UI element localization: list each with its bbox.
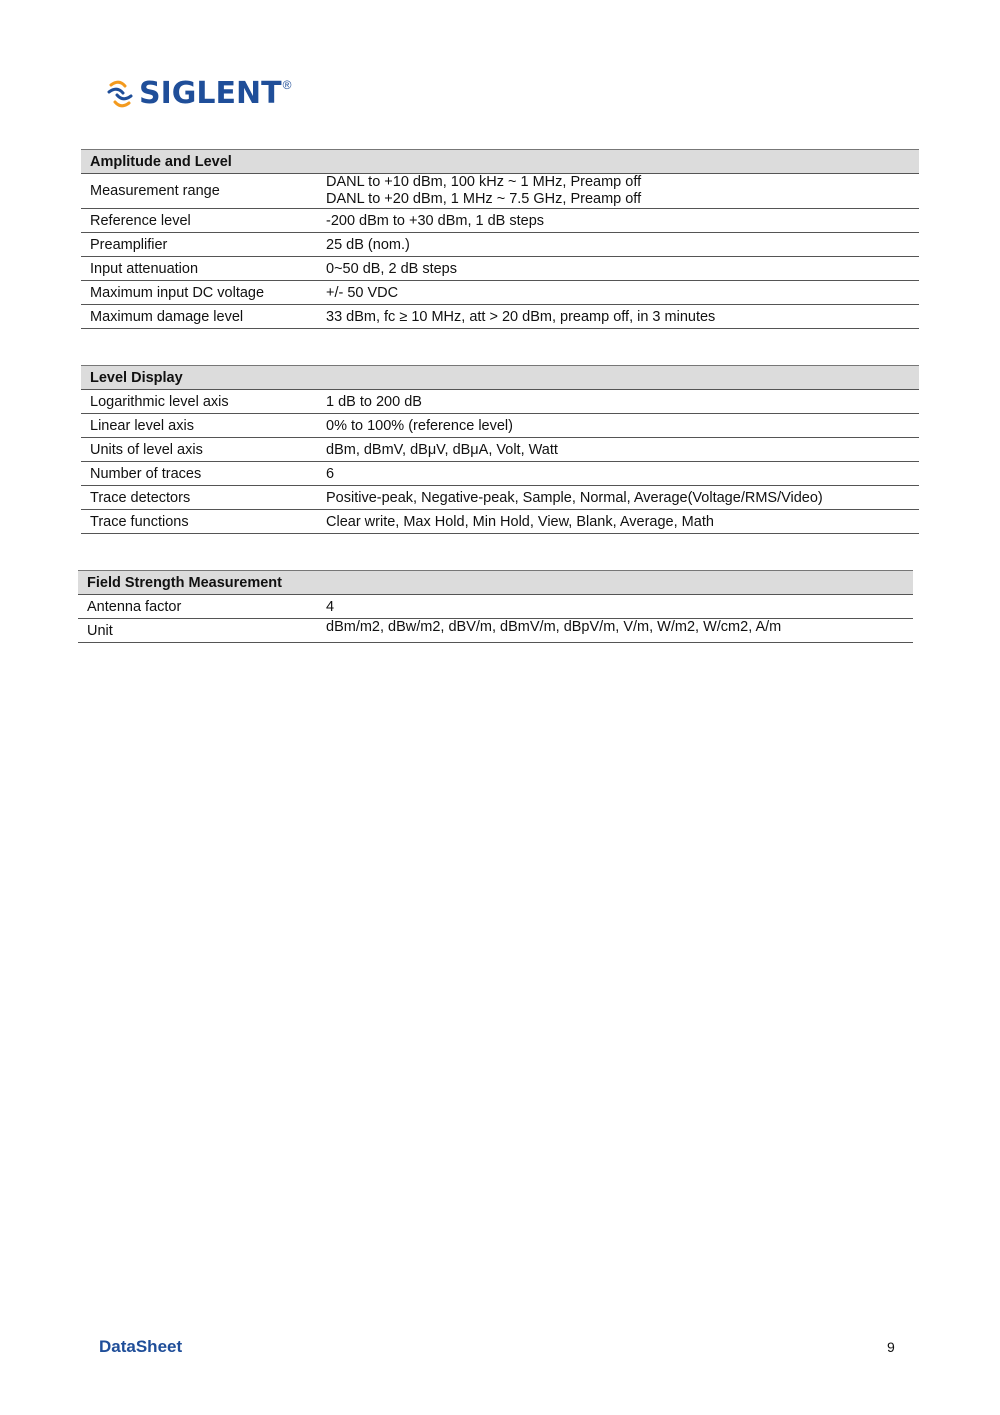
row-label: Linear level axis	[81, 414, 326, 438]
row-value: 4	[326, 595, 913, 619]
footer-datasheet-label: DataSheet	[99, 1337, 183, 1356]
row-label: Input attenuation	[81, 257, 326, 281]
amplitude-level-table	[81, 149, 919, 329]
row-value: 6	[326, 462, 919, 486]
row-label: Maximum input DC voltage	[81, 281, 326, 305]
section-title: Field Strength Measurement	[78, 571, 913, 595]
row-label: Unit	[78, 619, 326, 643]
row-label: Logarithmic level axis	[81, 390, 326, 414]
table-row	[81, 414, 919, 438]
row-value: 33 dBm, fc ≥ 10 MHz, att > 20 dBm, preamp off, in 3 minutes	[326, 305, 919, 329]
table-row	[81, 281, 919, 305]
row-label: Maximum damage level	[81, 305, 326, 329]
table-row	[81, 390, 919, 414]
siglent-logo	[105, 74, 291, 114]
table-row	[81, 462, 919, 486]
table-row	[81, 233, 919, 257]
value-line: DANL to +10 dBm, 100 kHz ~ 1 MHz, Preamp off	[326, 174, 642, 190]
row-value: Clear write, Max Hold, Min Hold, View, Blank, Average, Math	[326, 510, 919, 534]
section-title: Level Display	[81, 366, 919, 390]
row-value: 1 dB to 200 dB	[326, 390, 919, 414]
level-display-table	[81, 365, 919, 534]
table-row	[81, 486, 919, 510]
row-value: +/- 50 VDC	[326, 281, 919, 305]
registered-mark: ®	[282, 78, 292, 92]
row-label: Measurement range	[81, 174, 326, 209]
row-label: Units of level axis	[81, 438, 326, 462]
row-value: Positive-peak, Negative-peak, Sample, Normal, Average(Voltage/RMS/Video)	[326, 486, 919, 510]
table-row	[81, 174, 919, 209]
table-row	[81, 257, 919, 281]
row-label: Reference level	[81, 209, 326, 233]
row-label: Trace detectors	[81, 486, 326, 510]
table-row	[78, 595, 913, 619]
row-value: dBm, dBmV, dBμV, dBμA, Volt, Watt	[326, 438, 919, 462]
section-title: Amplitude and Level	[81, 150, 919, 174]
row-value	[326, 174, 919, 209]
row-value: -200 dBm to +30 dBm, 1 dB steps	[326, 209, 919, 233]
value-line: DANL to +20 dBm, 1 MHz ~ 7.5 GHz, Preamp off	[326, 191, 642, 207]
row-value: 0~50 dB, 2 dB steps	[326, 257, 919, 281]
row-label: Preamplifier	[81, 233, 326, 257]
row-value: 0% to 100% (reference level)	[326, 414, 919, 438]
table-row	[81, 438, 919, 462]
page-number: 9	[887, 1339, 895, 1355]
table-row	[81, 305, 919, 329]
table-row	[81, 209, 919, 233]
row-label: Antenna factor	[78, 595, 326, 619]
logo-wordmark: SIGLENT	[139, 76, 282, 111]
field-strength-table	[78, 570, 913, 643]
row-value: dBm/m2, dBw/m2, dBV/m, dBmV/m, dBpV/m, V/m, W/m2, W/cm2, A/m	[326, 619, 913, 643]
row-label: Number of traces	[81, 462, 326, 486]
siglent-swirl-icon	[105, 77, 135, 111]
table-row	[78, 619, 913, 643]
table-row	[81, 510, 919, 534]
row-label: Trace functions	[81, 510, 326, 534]
row-value: 25 dB (nom.)	[326, 233, 919, 257]
